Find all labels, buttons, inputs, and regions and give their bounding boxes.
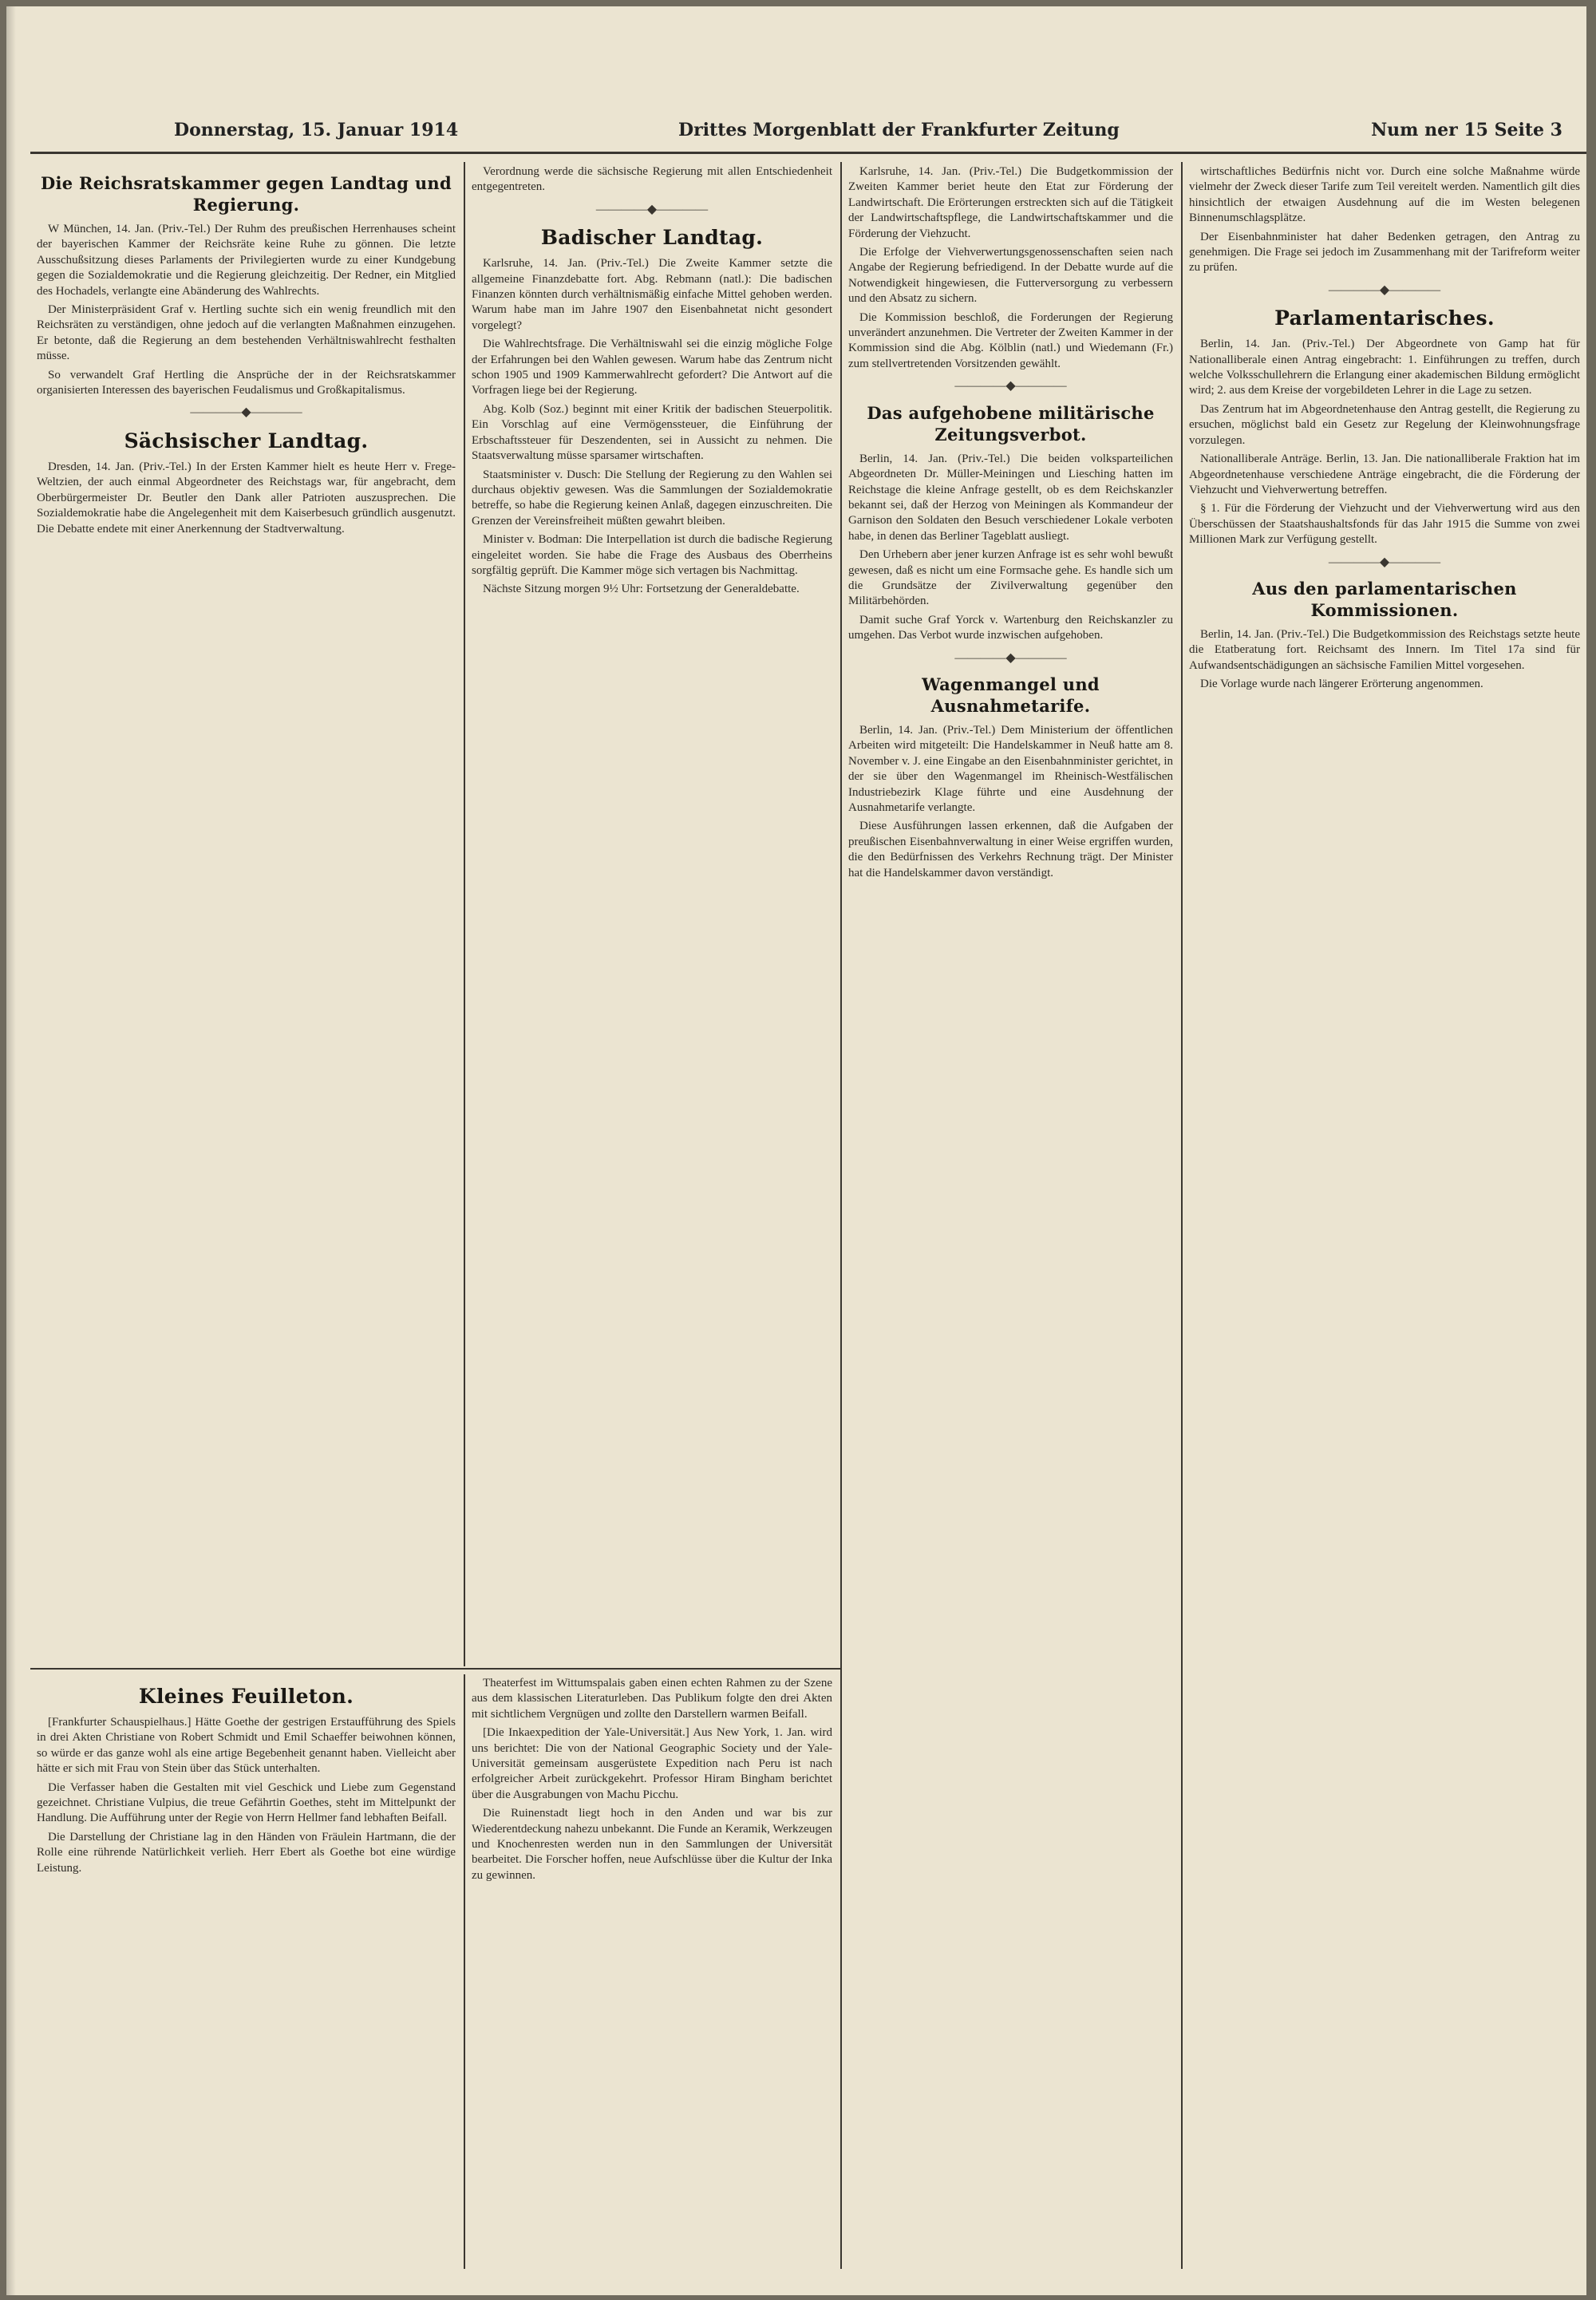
article-column-6 xyxy=(472,1676,832,2266)
article-headline: Das aufgehobene militärische Zeitungsverbot. xyxy=(867,402,1155,445)
article-paragraph: Die Ruinenstadt liegt hoch in den Anden und war bis zur Wiederentdeckung nahezu unbekannt. Die Funde an Keramik, Werkzeugen und Knochenresten werden nun in den Sammlungen der Universität bearbeitet. Die Forscher hoffen, neue Aufschlüsse über die Kultur der Inka zu gewinnen. xyxy=(472,1807,832,1882)
article-paragraph: Verordnung werde die sächsische Regierung mit allen Entschiedenheit entgegentreten. xyxy=(472,165,832,194)
article-paragraph: Dresden, 14. Jan. (Priv.-Tel.) In der Ersten Kammer hielt es heute Herr v. Frege-Weltzien, der auch einmal Abgeordneter des Reichstags war, für angebracht, dem Oberbürgermeister Dr. Beutler den Dank aller Patrioten auszusprechen. Die Sozialdemokratie habe die Angelegenheit mit dem Kaiserbesuch gründlich ausgenutzt. Die Debatte endete mit einer Anerkennung der Stadtverwaltung. xyxy=(37,460,456,535)
article-paragraph: Nationalliberale Anträge. Berlin, 13. Jan. Die nationalliberale Fraktion hat im Abgeordnetenhause verschiedene Anträge eingebracht, die die Förderung der Viehzucht und Viehverwertung betreffen. xyxy=(1189,452,1580,496)
ornamental-divider: ————◆———— xyxy=(1328,555,1441,569)
section-rule xyxy=(30,1668,840,1670)
article-paragraph: Karlsruhe, 14. Jan. (Priv.-Tel.) Die Zweite Kammer setzte die allgemeine Finanzdebatte fort. Abg. Rebmann (natl.): Die badischen Finanzen könnten durch verhältnismäßig einfache Mittel gehoben werden. Warum habe man im Jahre 1907 den Eisenbahnetat nicht gesondert vorgelegt? xyxy=(472,257,832,332)
article-paragraph: Der Ministerpräsident Graf v. Hertling suchte sich ein wenig freundlich mit den Reichsräten zu verständigen, ohne jedoch auf die verlangten Maßnahmen einzugehen. Er betonte, daß die Regierung an dem bestehenden Verhältniswahlrecht festhalten müsse. xyxy=(37,303,456,363)
header-rule xyxy=(30,152,1586,154)
header-date: Donnerstag, 15. Januar 1914 xyxy=(174,120,459,140)
article-paragraph: Berlin, 14. Jan. (Priv.-Tel.) Die Budgetkommission des Reichstags setzte heute die Etatberatung fort. Reichsamt des Innern. Im Titel 17a sind für Aufwandsentschädigungen an sächsische Familien Mittel vorgesehen. xyxy=(1189,627,1580,672)
ornamental-divider: ————◆———— xyxy=(1328,283,1441,297)
article-headline: Die Reichsratskammer gegen Landtag und Regierung. xyxy=(41,173,452,215)
article-paragraph: Die Darstellung der Christiane lag in den Händen von Fräulein Hartmann, die der Rolle eine rührende Natürlichkeit verlieh. Herr Ebert als Goethe bot eine würdige Leistung. xyxy=(37,1830,456,1875)
article-headline: Parlamentarisches. xyxy=(1274,306,1495,330)
article-paragraph: Das Zentrum hat im Abgeordnetenhause den Antrag gestellt, die Regierung zu ersuchen, möglichst bald ein Gesetz zur Regelung der Kleinwohnungsfrage vorzulegen. xyxy=(1189,402,1580,447)
article-paragraph: Karlsruhe, 14. Jan. (Priv.-Tel.) Die Budgetkommission der Zweiten Kammer beriet heute den Etat zur Förderung der Landwirtschaft. Die Erörterungen erstreckten sich auf die Tätigkeit der Landwirtschaftspflege, die Landwirtschaftskammer und die Förderung der Viehzucht. xyxy=(848,165,1173,240)
header-edition: Drittes Morgenblatt der Frankfurter Zeitung xyxy=(678,120,1120,140)
article-paragraph: Nächste Sitzung morgen 9½ Uhr: Fortsetzung der Generaldebatte. xyxy=(483,583,800,596)
article-paragraph: Die Vorlage wurde nach längerer Erörterung angenommen. xyxy=(1200,678,1483,691)
article-column-5 xyxy=(37,1676,456,2266)
article-paragraph: § 1. Für die Förderung der Viehzucht und der Viehverwertung wird aus den Überschüssen der Staatshaushaltsfonds für das Jahr 1915 die Summe von zwei Millionen Mark zur Verfügung gestellt. xyxy=(1189,502,1580,547)
article-paragraph: Die Erfolge der Viehverwertungsgenossenschaften seien nach Angabe der Regierung befriedigend. In der Debatte wurde auf die Notwendigkeit hingewiesen, die Futterversorgung zu verbessern und den Absatz zu sichern. xyxy=(848,246,1173,306)
article-paragraph: [Frankfurter Schauspielhaus.] Hätte Goethe der gestrigen Erstaufführung des Spiels in drei Akten Christiane von Robert Schmidt und Emil Schaeffer beiwohnen können, so würde er das ganze wohl als eine artige Begebenheit genannt haben. Vielleicht aber hätte er sich mit Frau von Stein über das Stück unterhalten. xyxy=(37,1716,456,1776)
ornamental-divider: ————◆———— xyxy=(190,405,302,420)
ornamental-divider: ————◆———— xyxy=(954,379,1067,393)
article-paragraph: Der Eisenbahnminister hat daher Bedenken getragen, den Antrag zu genehmigen. Die Frage sei jedoch im Zusammenhang mit der Tarifreform weiter zu prüfen. xyxy=(1189,230,1580,275)
column-rule xyxy=(464,162,465,1666)
article-column-1 xyxy=(37,164,456,1665)
article-paragraph: Die Wahlrechtsfrage. Die Verhältniswahl sei die einzig mögliche Folge der Erfahrungen bei den Wahlen gewesen. Warum habe das Zentrum nicht schon 1905 und 1909 Kammerwahlrecht gefordert? Die Antwort auf die Vorfragen liege bei der Regierung. xyxy=(472,338,832,397)
page-fold-shadow xyxy=(6,6,16,2295)
article-paragraph: wirtschaftliches Bedürfnis nicht vor. Durch eine solche Maßnahme würde vielmehr der Zweck dieser Tarife zum Teil vereitelt werden. Namentlich gilt dies hinsichtlich der etwaigen Ausdehnung auf die im Westen belegenen Binnenumschlagsplätze. xyxy=(1189,165,1580,225)
column-rule xyxy=(840,162,842,2269)
article-paragraph: Abg. Kolb (Soz.) beginnt mit einer Kritik der badischen Steuerpolitik. Ein Vorschlag auf eine Vermögenssteuer, die Einführung der Erbschaftssteuer für Deszendenten, sei in Aussicht zu nehmen. Die Staatsverwaltung müsse sparsamer wirtschaften. xyxy=(472,402,832,463)
column-rule xyxy=(1181,162,1183,2269)
article-paragraph: Damit suche Graf Yorck v. Wartenburg den Reichskanzler zu umgehen. Das Verbot wurde inzwischen aufgehoben. xyxy=(848,613,1173,642)
column-rule xyxy=(464,1674,465,2269)
ornamental-divider: ————◆———— xyxy=(595,202,709,216)
article-paragraph: Berlin, 14. Jan. (Priv.-Tel.) Dem Ministerium der öffentlichen Arbeiten wird mitgeteilt: Die Handelskammer in Neuß hatte am 8. November v. J. eine Eingabe an den Eisenbahnminister gerichtet, in der sie über den Wagenmangel im Rheinisch-Westfälischen Industriebezirk Klage führte und eine Ausdehnung der Ausnahmetarife verlangte. xyxy=(848,723,1173,814)
article-headline: Sächsischer Landtag. xyxy=(124,429,369,452)
header-page-number: Num ner 15 Seite 3 xyxy=(1371,120,1562,140)
article-paragraph: Diese Ausführungen lassen erkennen, daß die Aufgaben der preußischen Eisenbahnverwaltung in einer Weise ergriffen wurden, die den Bedürfnissen des Verkehrs Rechnung trägt. Der Minister hat die Handelskammer davon verständigt. xyxy=(848,820,1173,879)
article-paragraph: [Die Inkaexpedition der Yale-Universität.] Aus New York, 1. Jan. wird uns berichtet: Die von der National Geographic Society und der Yale-Universität gemeinsam ausgerüstete Expedition nach Peru ist nach erfolgreicher Arbeit zurückgekehrt. Professor Hiram Bingham berichtet über die Ausgrabungen von Machu Picchu. xyxy=(472,1726,832,1801)
article-paragraph: Berlin, 14. Jan. (Priv.-Tel.) Die beiden volksparteilichen Abgeordneten Dr. Müller-Meiningen und Liesching hatten im Reichstage die kleine Anfrage gestellt, ob es dem Reichskanzler bekannt sei, daß der Herzog von Meiningen als Kommandeur der Garnison den Soldaten den Besuch verschiedener Lokale verboten habe, in denen das Berliner Tageblatt ausliegt. xyxy=(848,452,1173,543)
article-headline: Wagenmangel und Ausnahmetarife. xyxy=(922,674,1100,716)
article-headline: Kleines Feuilleton. xyxy=(138,1685,354,1708)
article-paragraph: Die Kommission beschloß, die Forderungen der Regierung unverändert anzunehmen. Die Vertreter der Zweiten Kammer in der Kommission sind die Abg. Kölblin (natl.) und Wiedemann (Fr.) zum stellvertretenden Vorsitzenden gewählt. xyxy=(848,310,1173,370)
article-paragraph: Staatsminister v. Dusch: Die Stellung der Regierung zu den Wahlen sei durchaus objektiv gewesen. Was die Sammlungen der Sozialdemokratie betreffe, so habe die Regierung keinen Anlaß, dagegen einzuschreiten. Die Grenzen der Vereinsfreiheit müßten gewahrt bleiben. xyxy=(472,468,832,528)
article-column-4 xyxy=(1189,164,1580,2263)
article-paragraph: Die Verfasser haben die Gestalten mit viel Geschick und Liebe zum Gegenstand gezeichnet. Christiane Vulpius, die treue Gefährtin Goethes, steht im Mittelpunkt der Handlung. Die Aufführung unter der Regie von Herrn Hellmer fand lebhaften Beifall. xyxy=(37,1780,456,1825)
article-column-3 xyxy=(848,164,1173,2263)
running-header xyxy=(30,118,1586,147)
ornamental-divider: ————◆———— xyxy=(954,650,1067,665)
article-paragraph: So verwandelt Graf Hertling die Ansprüche der in der Reichsratskammer organisierten Interessen des bayerischen Feudalismus und Großkapitalismus. xyxy=(37,368,456,397)
article-headline: Aus den parlamentarischen Kommissionen. xyxy=(1252,578,1517,620)
article-headline: Badischer Landtag. xyxy=(540,226,764,250)
article-paragraph: Den Urhebern aber jener kurzen Anfrage ist es sehr wohl bewußt gewesen, daß es nicht um eine Formsache gehe. Es handle sich um die Grundsätze der Zivilverwaltung gegenüber den Militärbehörden. xyxy=(848,548,1173,608)
article-paragraph: Minister v. Bodman: Die Interpellation ist durch die badische Regierung eingeleitet worden. Sie habe die Frage des Ausbaus des Oberrheins sorgfältig geprüft. Die Kammer möge sich vertagen bis Nachmittag. xyxy=(472,533,832,577)
newspaper-page xyxy=(6,6,1586,2295)
article-paragraph: Berlin, 14. Jan. (Priv.-Tel.) Der Abgeordnete von Gamp hat für Nationalliberale einen Antrag eingebracht: 1. Einführungen zu treffen, durch welche Volksschullehrern die Erlangung einer akademischen Bildung ermöglicht wird; 2. aus dem Kreise der vorgebildeten Lehrer in die Lage zu setzen. xyxy=(1189,338,1580,397)
article-column-2 xyxy=(472,164,832,1665)
article-paragraph: W München, 14. Jan. (Priv.-Tel.) Der Ruhm des preußischen Herrenhauses scheint der bayerischen Kammer der Reichsräte keine Ruhe zu gönnen. Die letzte Ausschußsitzung dieses Parlaments der Privilegierten wurde zu einer Kundgebung gegen die Sozialdemokratie und die Regierung gleichzeitig. Der Redner, ein Mitglied des Hochadels, verlangte eine Abänderung des Wahlrechts. xyxy=(37,223,456,298)
article-paragraph: Theaterfest im Wittumspalais gaben einen echten Rahmen zu der Szene aus dem klassischen Literaturleben. Das Publikum folgte den drei Akten mit sichtlichem Vergnügen und zollte den Darstellern warmen Beifall. xyxy=(472,1677,832,1721)
